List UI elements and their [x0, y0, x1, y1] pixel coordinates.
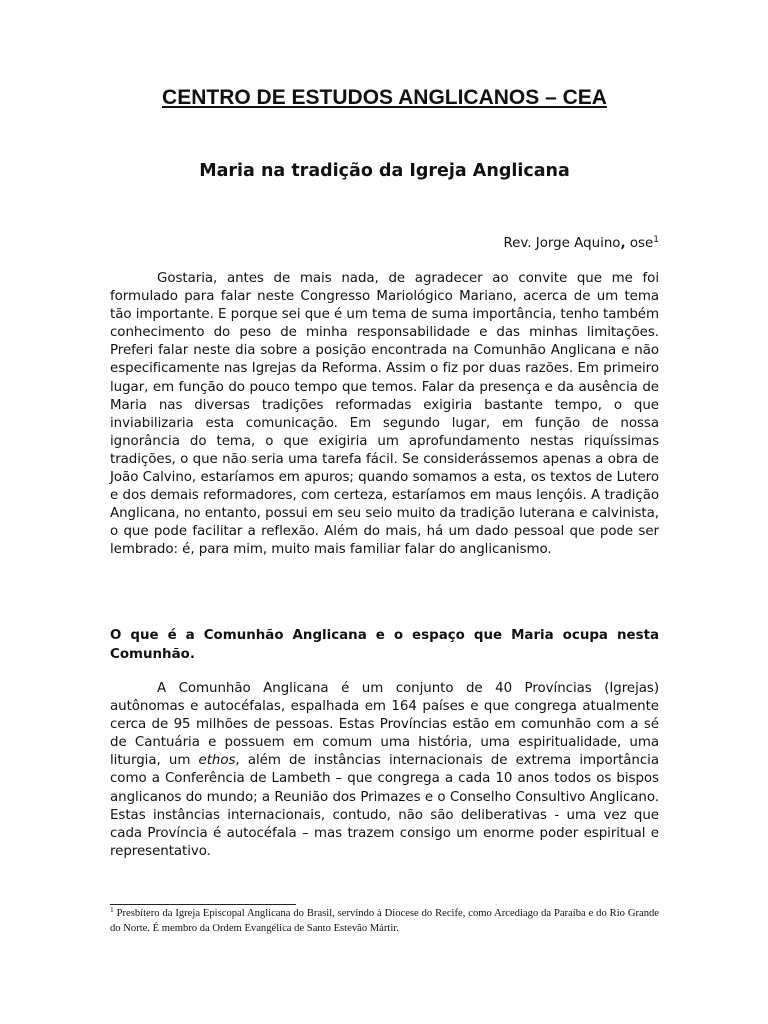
document-subtitle: Maria na tradição da Igreja Anglicana: [199, 161, 570, 181]
intro-paragraph-text: Gostaria, antes de mais nada, de agradecer ao convite que me foi formulado para falar neste Congresso Mariológico Mariano, acerca de um tema tão importante. E porque sei que é um tema de suma importância, tenho também conhecimento do peso de minha responsabilidade e das minhas limitações. Preferi falar neste dia sobre a posição encontrada na Comunhão Anglicana e não especificamente nas Igrejas da Reforma. Assim o fiz por duas razões. Em primeiro lugar, em função do pouco tempo que temos. Falar da presença e da ausência de Maria nas diversas tradições reformadas exigiria bastante tempo, o que inviabilizaria esta comunicação. Em segundo lugar, em função de nossa ignorância do tema, o que exigiria um aprofundamento nestas riquíssimas tradições, o que não seria uma tarefa fácil. Se considerássemos apenas a obra de João Calvino, estaríamos em apuros; quando somamos a esta, os textos de Lutero e dos demais reformadores, com certeza, estaríamos em maus lençóis. A tradição Anglicana, no entanto, possui em seu seio muito da tradição luterana e calvinista, o que pode facilitar a reflexão. Além do mais, há um dado pessoal que pode ser lembrado: é, para mim, muito mais familiar falar do anglicanismo.: [110, 271, 659, 558]
footnote: [110, 906, 659, 936]
communion-paragraph-text-start: A Comunhão Anglicana é um conjunto de 40 Províncias (Igrejas) autônomas e autocéfalas, espalhada em 164 países e que congrega atualmente cerca de 95 milhões de pessoas. Estas Províncias estão em comunhão com a sé de Cantuária e possuem em comum uma história, uma espiritualidade, uma liturgia, um: [110, 681, 659, 769]
author-footnote-mark: 1: [653, 235, 659, 245]
communion-paragraph: [110, 680, 659, 861]
footnote-mark: 1: [110, 905, 114, 914]
author-comma: ,: [620, 236, 626, 251]
section-heading: O que é a Comunhão Anglicana e o espaço que Maria ocupa nesta Comunhão.: [110, 628, 659, 662]
footnote-text: Presbítero da Igreja Episcopal Anglicana do Brasil, servindo à Diocese do Recife, como Arcediago da Paraíba e do Rio Grande do Norte. É membro da Ordem Evangélica de Santo Estevão Mártir.: [110, 908, 659, 934]
author-name: Rev. Jorge Aquino: [503, 236, 621, 251]
footnote-separator: [110, 904, 296, 905]
organization-title: CENTRO DE ESTUDOS ANGLICANOS – CEA: [162, 86, 607, 109]
intro-paragraph: [110, 270, 659, 560]
communion-paragraph-text-end: , além de instâncias internacionais de extrema importância como a Conferência de Lambeth – que congrega a cada 10 anos todos os bispos anglicanos do mundo; a Reunião dos Primazes e o Conselho Consultivo Anglicano. Estas instâncias internacionais, contudo, não são deliberativas - uma vez que cada Província é autocéfala – mas trazem consigo um enorme poder espiritual e representativo.: [110, 753, 659, 859]
author-line: [503, 236, 659, 251]
communion-paragraph-italic: ethos: [198, 753, 236, 769]
author-suffix: ose: [625, 236, 654, 251]
